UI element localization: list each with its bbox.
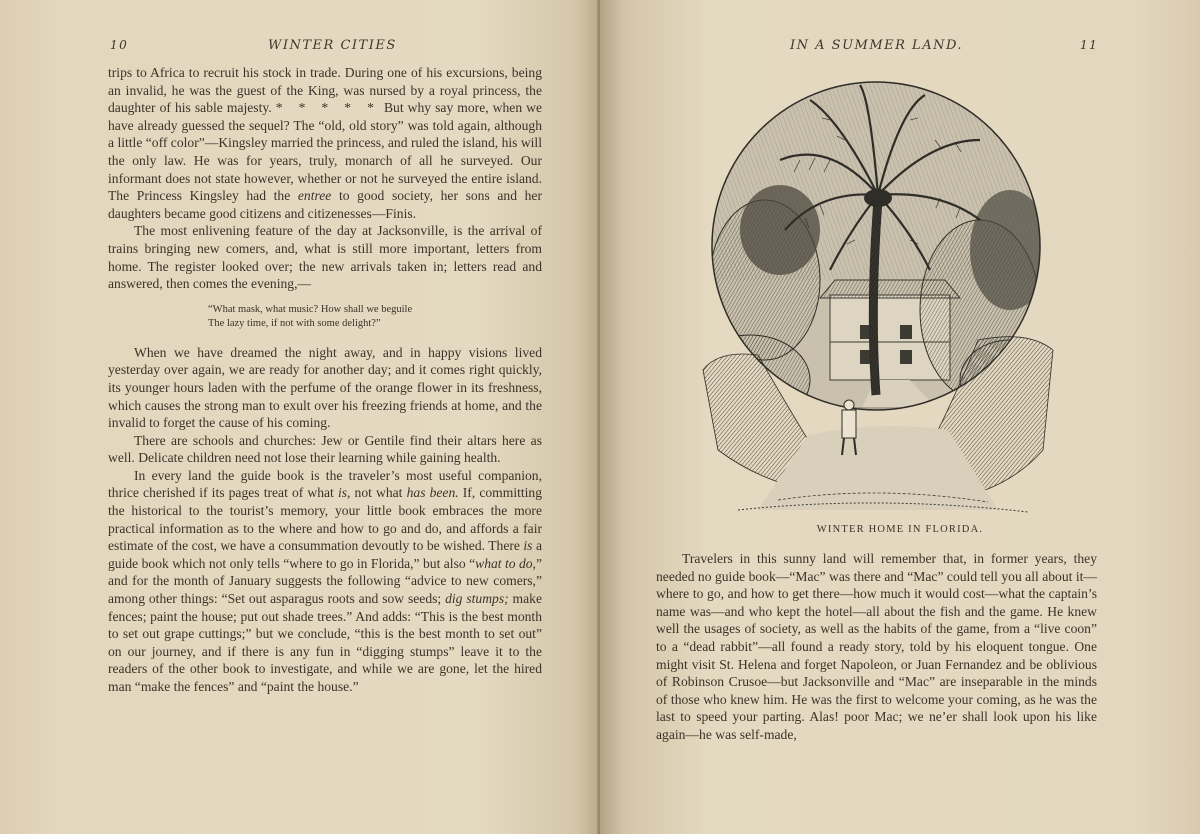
paragraph: There are schools and churches: Jew or Gentile find their altars here as well. Delicate children need not lose their learning while gaining health. [108,432,542,466]
paragraph: When we have dreamed the night away, and in happy visions lived yesterday over again, we are ready for another day; and it comes right quickly, its younger hours laden with the perfume of the orange flower in its freshness, which causes the strong man to exult over his freezing friends at home, and the invalid to forget the cause of his coming. [108,344,542,431]
running-head: WINTER CITIES [268,38,397,53]
right-body-text [656,550,1097,744]
page-number: 10 [110,38,129,52]
paragraph: Travelers in this sunny land will remember that, in former years, they needed no guide book—“Mac” was there and “Mac” could tell you all about it—where to go, and how to get there—how much it would cost—what the captain’s name was—and who kept the hotel—all about the fish and the game. He knew well the usages of society, as well as the habits of the game, from a “live coon” to a “dead rabbit”—all found a ready story, told by his eloquent tongue. One might visit St. Helena and forget Napoleon, or Juan Fernandez and be oblivious of Robinson Crusoe—but Jacksonville and “Mac” are inseparable in the minds of those who knew him. He was the first to welcome your coming, as he was the last to speed your parting. Alas! poor Mac; we ne’er shall look upon his like again—he was self-made, [656,551,1097,742]
paragraph: trips to Africa to recruit his stock in trade. During one of his excursions, being an invalid, he was the guest of the King, was nursed by a royal princess, the daughter of his sable majesty. * * * * * But why say more, when we have already guessed the sequel? The “old, old story” was told again, although a little “off color”—Kingsley married the princess, and ruled the island, his will the only law. He was for years, truly, monarch of all he surveyed. Our informant does not state however, whether or not he surveyed the entire island. The Princess Kingsley had the entree to good society, her sons and her daughters became good citizens and citizenesses—Finis. [108,65,543,221]
paragraph: The most enlivening feature of the day at Jacksonville, is the arrival of trains bringing new comers, and, what is still more important, letters from home. The register looked over; the new arrivals taken in; letters read and answered, then comes the evening,— [108,223,542,292]
verse-quote: “What mask, what music? How shall we beguile The lazy time, if not with some delight?” [208,303,413,330]
page-number: 11 [1080,38,1099,52]
engraving-foreground-vignette [698,330,1058,520]
running-head: IN A SUMMER LAND. [790,38,964,53]
left-body-text [108,64,542,696]
paragraph: In every land the guide book is the traveler’s most useful companion, thrice cherished if its pages treat of what is, not what has been. If, committing the historical to the tourist’s memory, your little book embraces the more practical information as to the where and how to go and do, and affords a fair estimate of the cost, we have a consummation devoutly to be wished. There is a guide book which not only tells “where to go in Florida,” but also “what to do,” and for the month of January suggests the following “advice to new comers,” among other things: “Set out asparagus roots and sow seeds; dig stumps; make fences; paint the house; put out shade trees.” And adds: “This is the best month to set out grape cuttings;” but we conclude, “this is the best month to set out” on our journey, and if there is any fun in “digging stumps” leave it to the readers of the other book to investigate, and while we are gone, let the hired man “make the fences” and “paint the house.” [108,467,543,694]
illustration-caption: WINTER HOME IN FLORIDA. [816,524,984,535]
